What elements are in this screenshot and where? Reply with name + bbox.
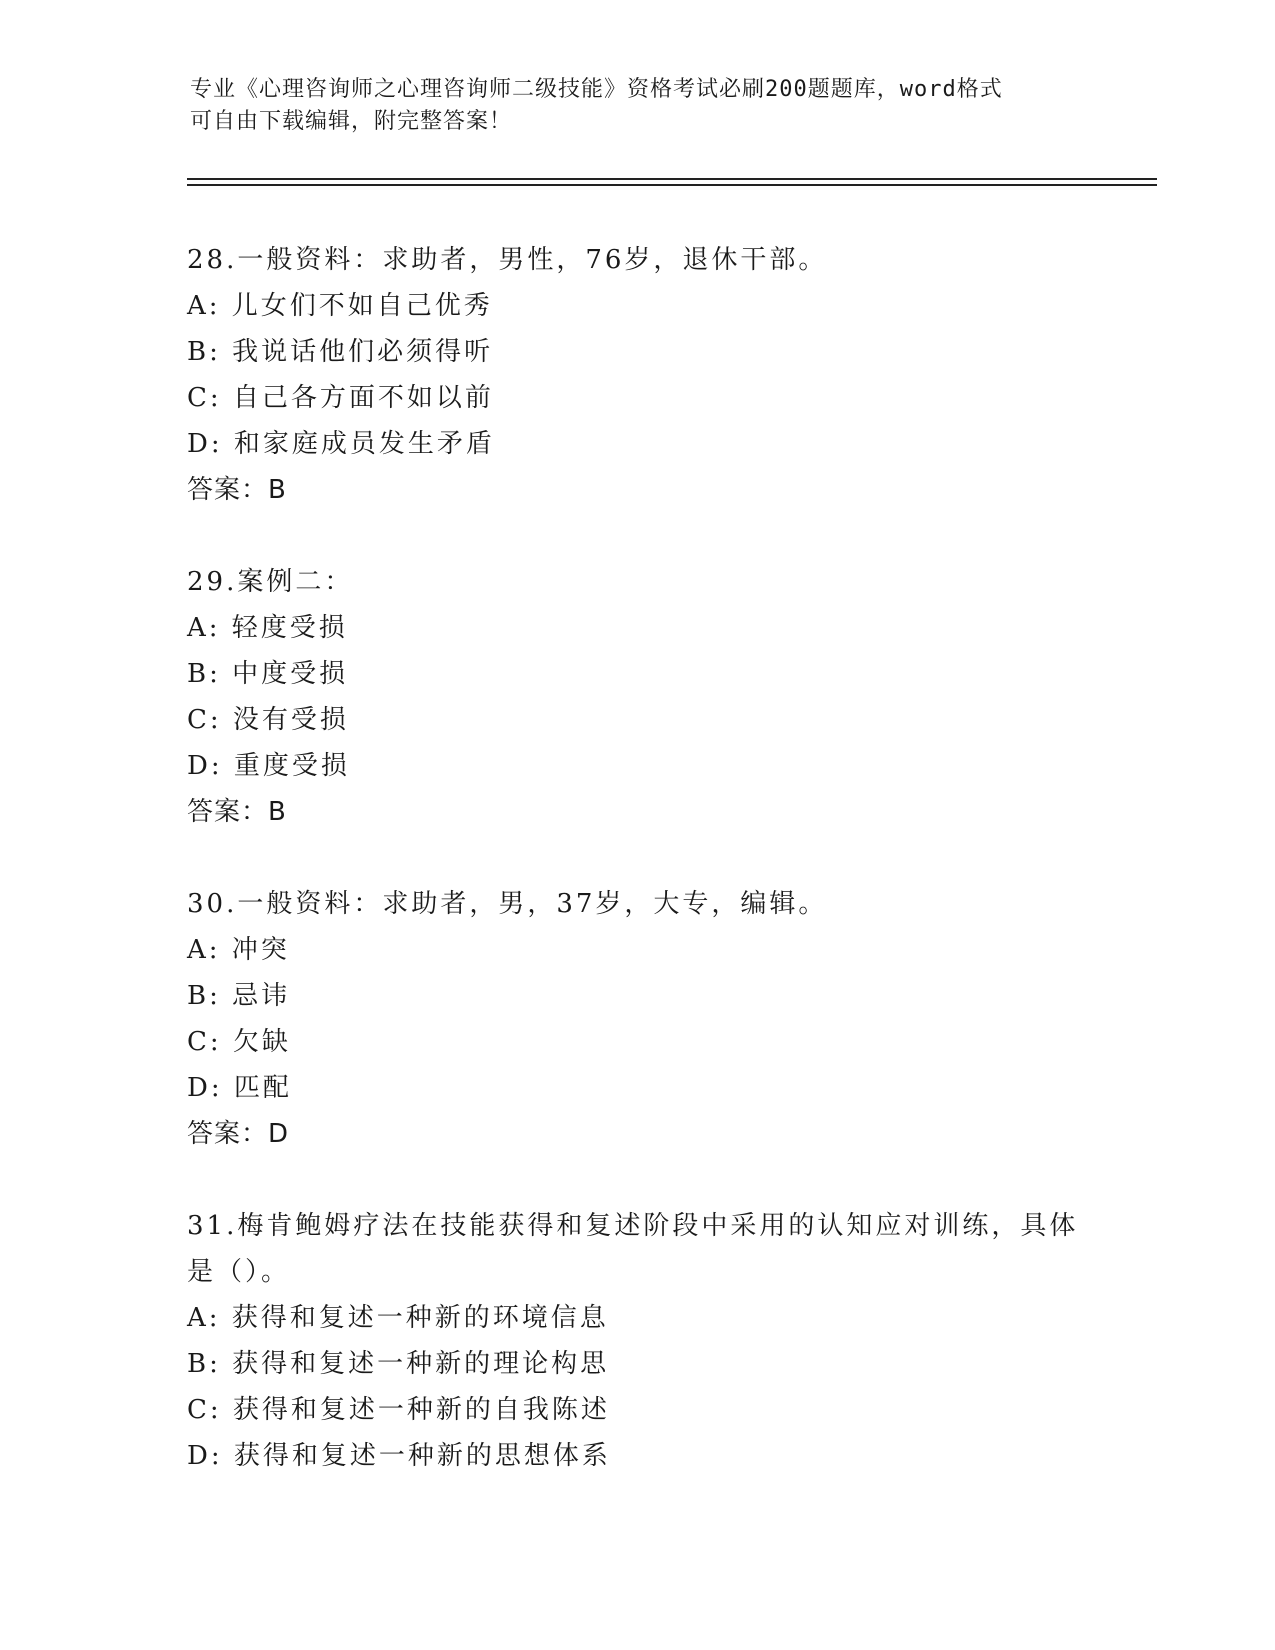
question-stem: 30.一般资料：求助者，男，37岁，大专，编辑。 [187, 889, 828, 919]
option-b: B: 忌讳 [187, 981, 291, 1011]
option-a: A: 轻度受损 [187, 613, 348, 643]
option-c: C: 获得和复述一种新的自我陈述 [187, 1395, 610, 1425]
question-stem: 28.一般资料：求助者，男性，76岁，退休干部。 [187, 245, 828, 275]
answer-line: 答案：B [187, 475, 287, 505]
header-divider-top [187, 178, 1157, 180]
option-d: D: 重度受损 [187, 751, 350, 781]
document-header [190, 74, 1070, 138]
question-30 [187, 881, 1117, 1157]
question-list [187, 237, 1117, 1525]
option-d: D: 匹配 [187, 1073, 292, 1103]
question-31 [187, 1203, 1117, 1479]
option-c: C: 欠缺 [187, 1027, 291, 1057]
question-stem-line-2: 是（）。 [187, 1257, 291, 1287]
option-a: A: 获得和复述一种新的环境信息 [187, 1303, 609, 1333]
option-d: D: 获得和复述一种新的思想体系 [187, 1441, 611, 1471]
option-a: A: 儿女们不如自己优秀 [187, 291, 493, 321]
header-title-line-2: 可自由下载编辑，附完整答案！ [190, 109, 513, 134]
question-stem-line-1: 31.梅肯鲍姆疗法在技能获得和复述阶段中采用的认知应对训练，具体 [187, 1211, 1079, 1241]
option-c: C: 没有受损 [187, 705, 349, 735]
option-d: D: 和家庭成员发生矛盾 [187, 429, 495, 459]
question-stem: 29.案例二： [187, 567, 354, 597]
answer-line: 答案：D [187, 1119, 290, 1149]
option-b: B: 获得和复述一种新的理论构思 [187, 1349, 610, 1379]
question-29 [187, 559, 1117, 835]
option-c: C: 自己各方面不如以前 [187, 383, 494, 413]
option-b: B: 我说话他们必须得听 [187, 337, 494, 367]
option-a: A: 冲突 [187, 935, 290, 965]
question-28 [187, 237, 1117, 513]
option-b: B: 中度受损 [187, 659, 349, 689]
header-title-line-1: 专业《心理咨询师之心理咨询师二级技能》资格考试必刷200题题库，word格式 [190, 77, 1003, 102]
answer-line: 答案：B [187, 797, 287, 827]
header-divider-bottom [187, 184, 1157, 186]
